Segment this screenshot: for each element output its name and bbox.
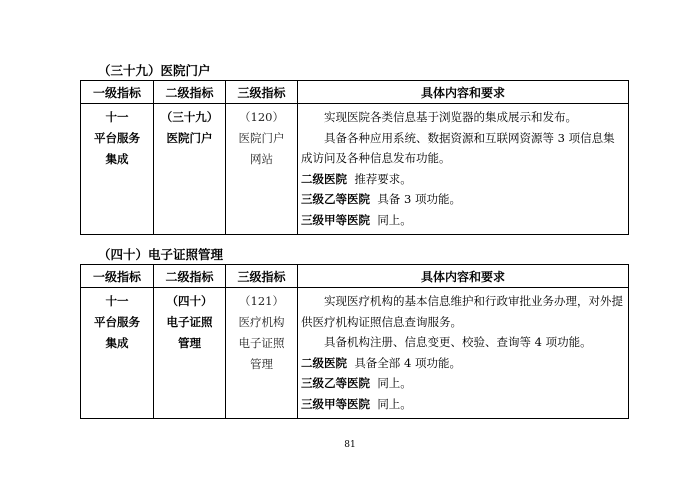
level1-cell: 十一 平台服务 集成 xyxy=(81,288,154,419)
header-content: 具体内容和要求 xyxy=(298,265,629,288)
content-cell xyxy=(298,288,629,419)
grade-line: 二级医院 推荐要求。 xyxy=(301,171,412,186)
level3-cell: （120） 医院门户 网站 xyxy=(226,104,298,235)
content-cell xyxy=(298,104,629,235)
grade-line: 三级乙等医院 具备 3 项功能。 xyxy=(301,192,461,206)
header-level1: 一级指标 xyxy=(81,81,154,104)
header-level2: 二级指标 xyxy=(154,81,226,104)
spec-table xyxy=(80,80,629,235)
content-detail: 具备各种应用系统、数据资源和互联网资源等 3 项信息集成访问及各种信息发布功能。 xyxy=(301,130,615,165)
spec-table xyxy=(80,264,629,419)
header-level3: 三级指标 xyxy=(226,265,298,288)
section-40 xyxy=(80,246,628,419)
grade-line: 三级甲等医院 同上。 xyxy=(301,396,412,411)
level2-cell: （四十） 电子证照 管理 xyxy=(154,288,226,419)
section-39 xyxy=(80,62,628,235)
content-intro: 实现医疗机构的基本信息维护和行政审批业务办理，对外提供医疗机构证照信息查询服务。 xyxy=(301,294,623,329)
header-level3: 三级指标 xyxy=(226,81,298,104)
page-number: 81 xyxy=(344,440,356,450)
grade-line: 三级甲等医院 同上。 xyxy=(301,212,412,227)
table-header-row xyxy=(81,265,629,288)
header-content: 具体内容和要求 xyxy=(298,81,629,104)
section-title: （四十）电子证照管理 xyxy=(98,247,224,262)
level2-cell: （三十九） 医院门户 xyxy=(154,104,226,235)
grade-line: 三级乙等医院 同上。 xyxy=(301,376,412,390)
table-row xyxy=(81,104,629,235)
level3-cell: （121） 医疗机构 电子证照 管理 xyxy=(226,288,298,419)
content-detail: 具备机构注册、信息变更、校验、查询等 4 项功能。 xyxy=(324,335,592,349)
grade-line: 二级医院 具备全部 4 项功能。 xyxy=(301,355,461,370)
table-header-row xyxy=(81,81,629,104)
content-intro: 实现医院各类信息基于浏览器的集成展示和发布。 xyxy=(324,110,577,124)
level1-cell: 十一 平台服务 集成 xyxy=(81,104,154,235)
table-row xyxy=(81,288,629,419)
header-level1: 一级指标 xyxy=(81,265,154,288)
section-title: （三十九）医院门户 xyxy=(98,63,211,78)
header-level2: 二级指标 xyxy=(154,265,226,288)
